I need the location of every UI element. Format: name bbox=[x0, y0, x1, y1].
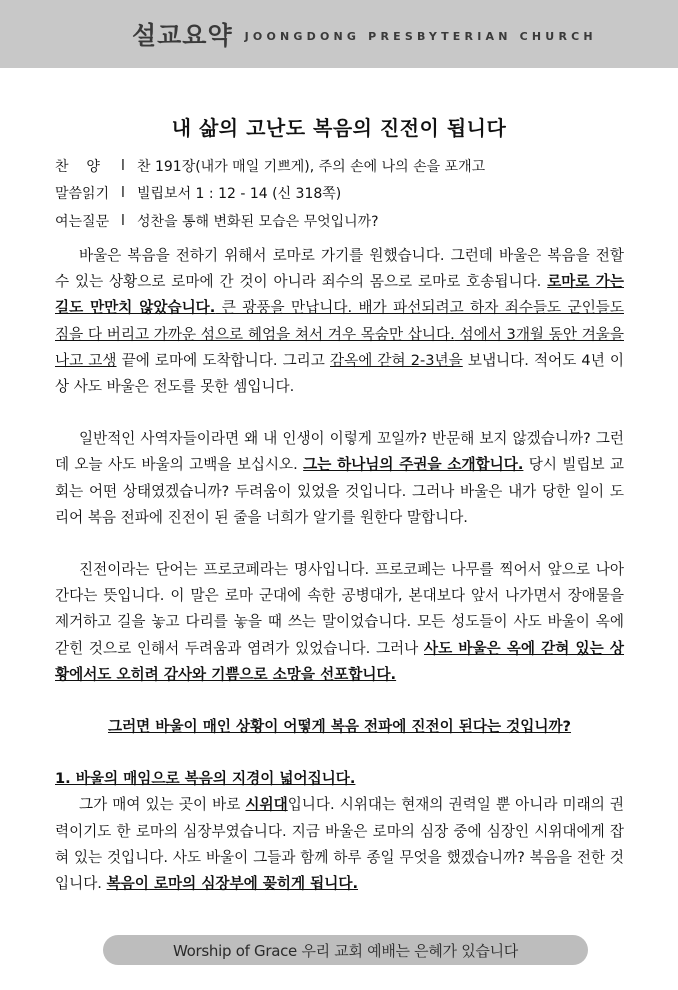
spacer bbox=[55, 740, 624, 766]
question-row bbox=[55, 207, 635, 235]
spacer bbox=[55, 688, 624, 714]
spacer bbox=[55, 531, 624, 557]
footer-banner: Worship of Grace 우리 교회 예배는 은혜가 있습니다 bbox=[103, 935, 588, 965]
text: 바울은 복음을 전하기 위해서 로마로 가기를 원했습니다. 그런데 바울은 복음을 전할 수 있는 상황으로 로마에 간 것이 아니라 죄수의 몸으로 로마로 호송됩니다. bbox=[55, 247, 624, 291]
reading-label: 말씀읽기 bbox=[55, 186, 110, 203]
hymn-label: 찬 양 bbox=[55, 158, 100, 175]
question-label: 여는질문 bbox=[55, 213, 110, 230]
paragraph-3 bbox=[55, 557, 624, 688]
text: 당시 빌립보 교회는 어떤 상태였겠습니까? 두려움이 있었을 것입니다. 그러나 바울은 내가 당한 일이 도리어 복음 전파에 진전이 된 줄을 너희가 알기를 원한다 말합니다. bbox=[55, 456, 625, 526]
point-1-heading: 1. 바울의 매임으로 복음의 지경이 넓어집니다. bbox=[55, 770, 356, 788]
paragraph-2 bbox=[55, 426, 624, 531]
paragraph-1 bbox=[55, 243, 624, 400]
separator: l bbox=[121, 212, 125, 229]
separator: l bbox=[121, 157, 125, 174]
header-banner bbox=[0, 0, 678, 68]
underlined-text: 감옥에 갇혀 2-3년을 bbox=[330, 351, 463, 369]
emphasis: 사도 바울은 옥에 갇혀 있는 상황에서도 오히려 감사와 기쁨으로 소망을 선포합니다. bbox=[55, 639, 625, 683]
text: 입니다. 시위대는 현재의 권력일 뿐 아니라 미래의 권력이기도 한 로마의 심장부였습니다. 지금 바울은 로마의 심장 중에 심장인 시위대에게 잡혀 있는 것입니다. 사도 바울이 그들과 함께 하루 종일 무엇을 했겠습니까? 복음을 전한 것입니다. bbox=[55, 796, 624, 893]
key-question: 그러면 바울이 매인 상황이 어떻게 복음 전파에 진전이 된다는 것입니까? bbox=[107, 718, 572, 736]
reading-value: 빌립보서 1 : 12 - 14 (신 318쪽) bbox=[137, 186, 342, 203]
hymn-value: 찬 191장(내가 매일 기쁘게), 주의 손에 나의 손을 포개고 bbox=[137, 158, 486, 175]
text: 그가 매여 있는 곳이 바로 bbox=[79, 796, 246, 814]
sermon-title: 내 삶의 고난도 복음의 진전이 됩니다 bbox=[171, 116, 507, 140]
question-value: 성찬을 통해 변화된 모습은 무엇입니까? bbox=[137, 213, 379, 230]
paragraph-4 bbox=[55, 792, 624, 897]
text: 진전이라는 단어는 프로코페라는 명사입니다. 프로코페는 나무를 찍어서 앞으로 나아간다는 뜻입니다. 이 말은 로마 군대에 속한 공병대가, 본대보다 앞서 나가면서 장애물을 제거하고 길을 놓고 다리를 놓을 때 쓰는 말이었습니다. 모든 성도들이 사도 바울이 옥에 갇힌 것으로 인해서 두려움과 염려가 있었습니다. 그러나 bbox=[55, 561, 624, 657]
header-title: 설교요약 bbox=[132, 21, 233, 50]
text: 끝에 로마에 도착합니다. 그리고 bbox=[116, 351, 330, 369]
emphasis: 로마로 가는 길도 만만치 않았습니다. bbox=[55, 273, 624, 317]
emphasis: 시위대 bbox=[245, 796, 288, 814]
underlined-text: 섬에서 3개월 동안 겨울을 나고 고생 bbox=[55, 325, 624, 369]
emphasis: 그는 하나님의 주권을 소개합니다. bbox=[303, 456, 524, 474]
sermon-body bbox=[55, 243, 624, 897]
sermon-info bbox=[55, 152, 635, 235]
hymn-row bbox=[55, 152, 635, 180]
emphasis: 복음이 로마의 심장부에 꽂히게 됩니다. bbox=[106, 875, 359, 893]
text: 일반적인 사역자들이라면 왜 내 인생이 이렇게 꼬일까? 반문해 보지 않겠습니까? 그런데 오늘 사도 바울의 고백을 보십시오. bbox=[55, 430, 624, 474]
separator: l bbox=[121, 185, 125, 202]
underlined-text: 큰 광풍을 만납니다. 배가 파선되려고 하자 죄수들도 군인들도 짐을 다 버리고 가까운 섬으로 헤엄을 쳐서 겨우 목숨만 삽니다. bbox=[55, 299, 624, 343]
text: 보냅니다. 적어도 4년 이상 사도 바울은 전도를 못한 셈입니다. bbox=[55, 351, 625, 396]
church-name: JOONGDONG PRESBYTERIAN CHURCH bbox=[244, 29, 597, 43]
spacer bbox=[55, 400, 624, 426]
reading-row bbox=[55, 180, 635, 208]
